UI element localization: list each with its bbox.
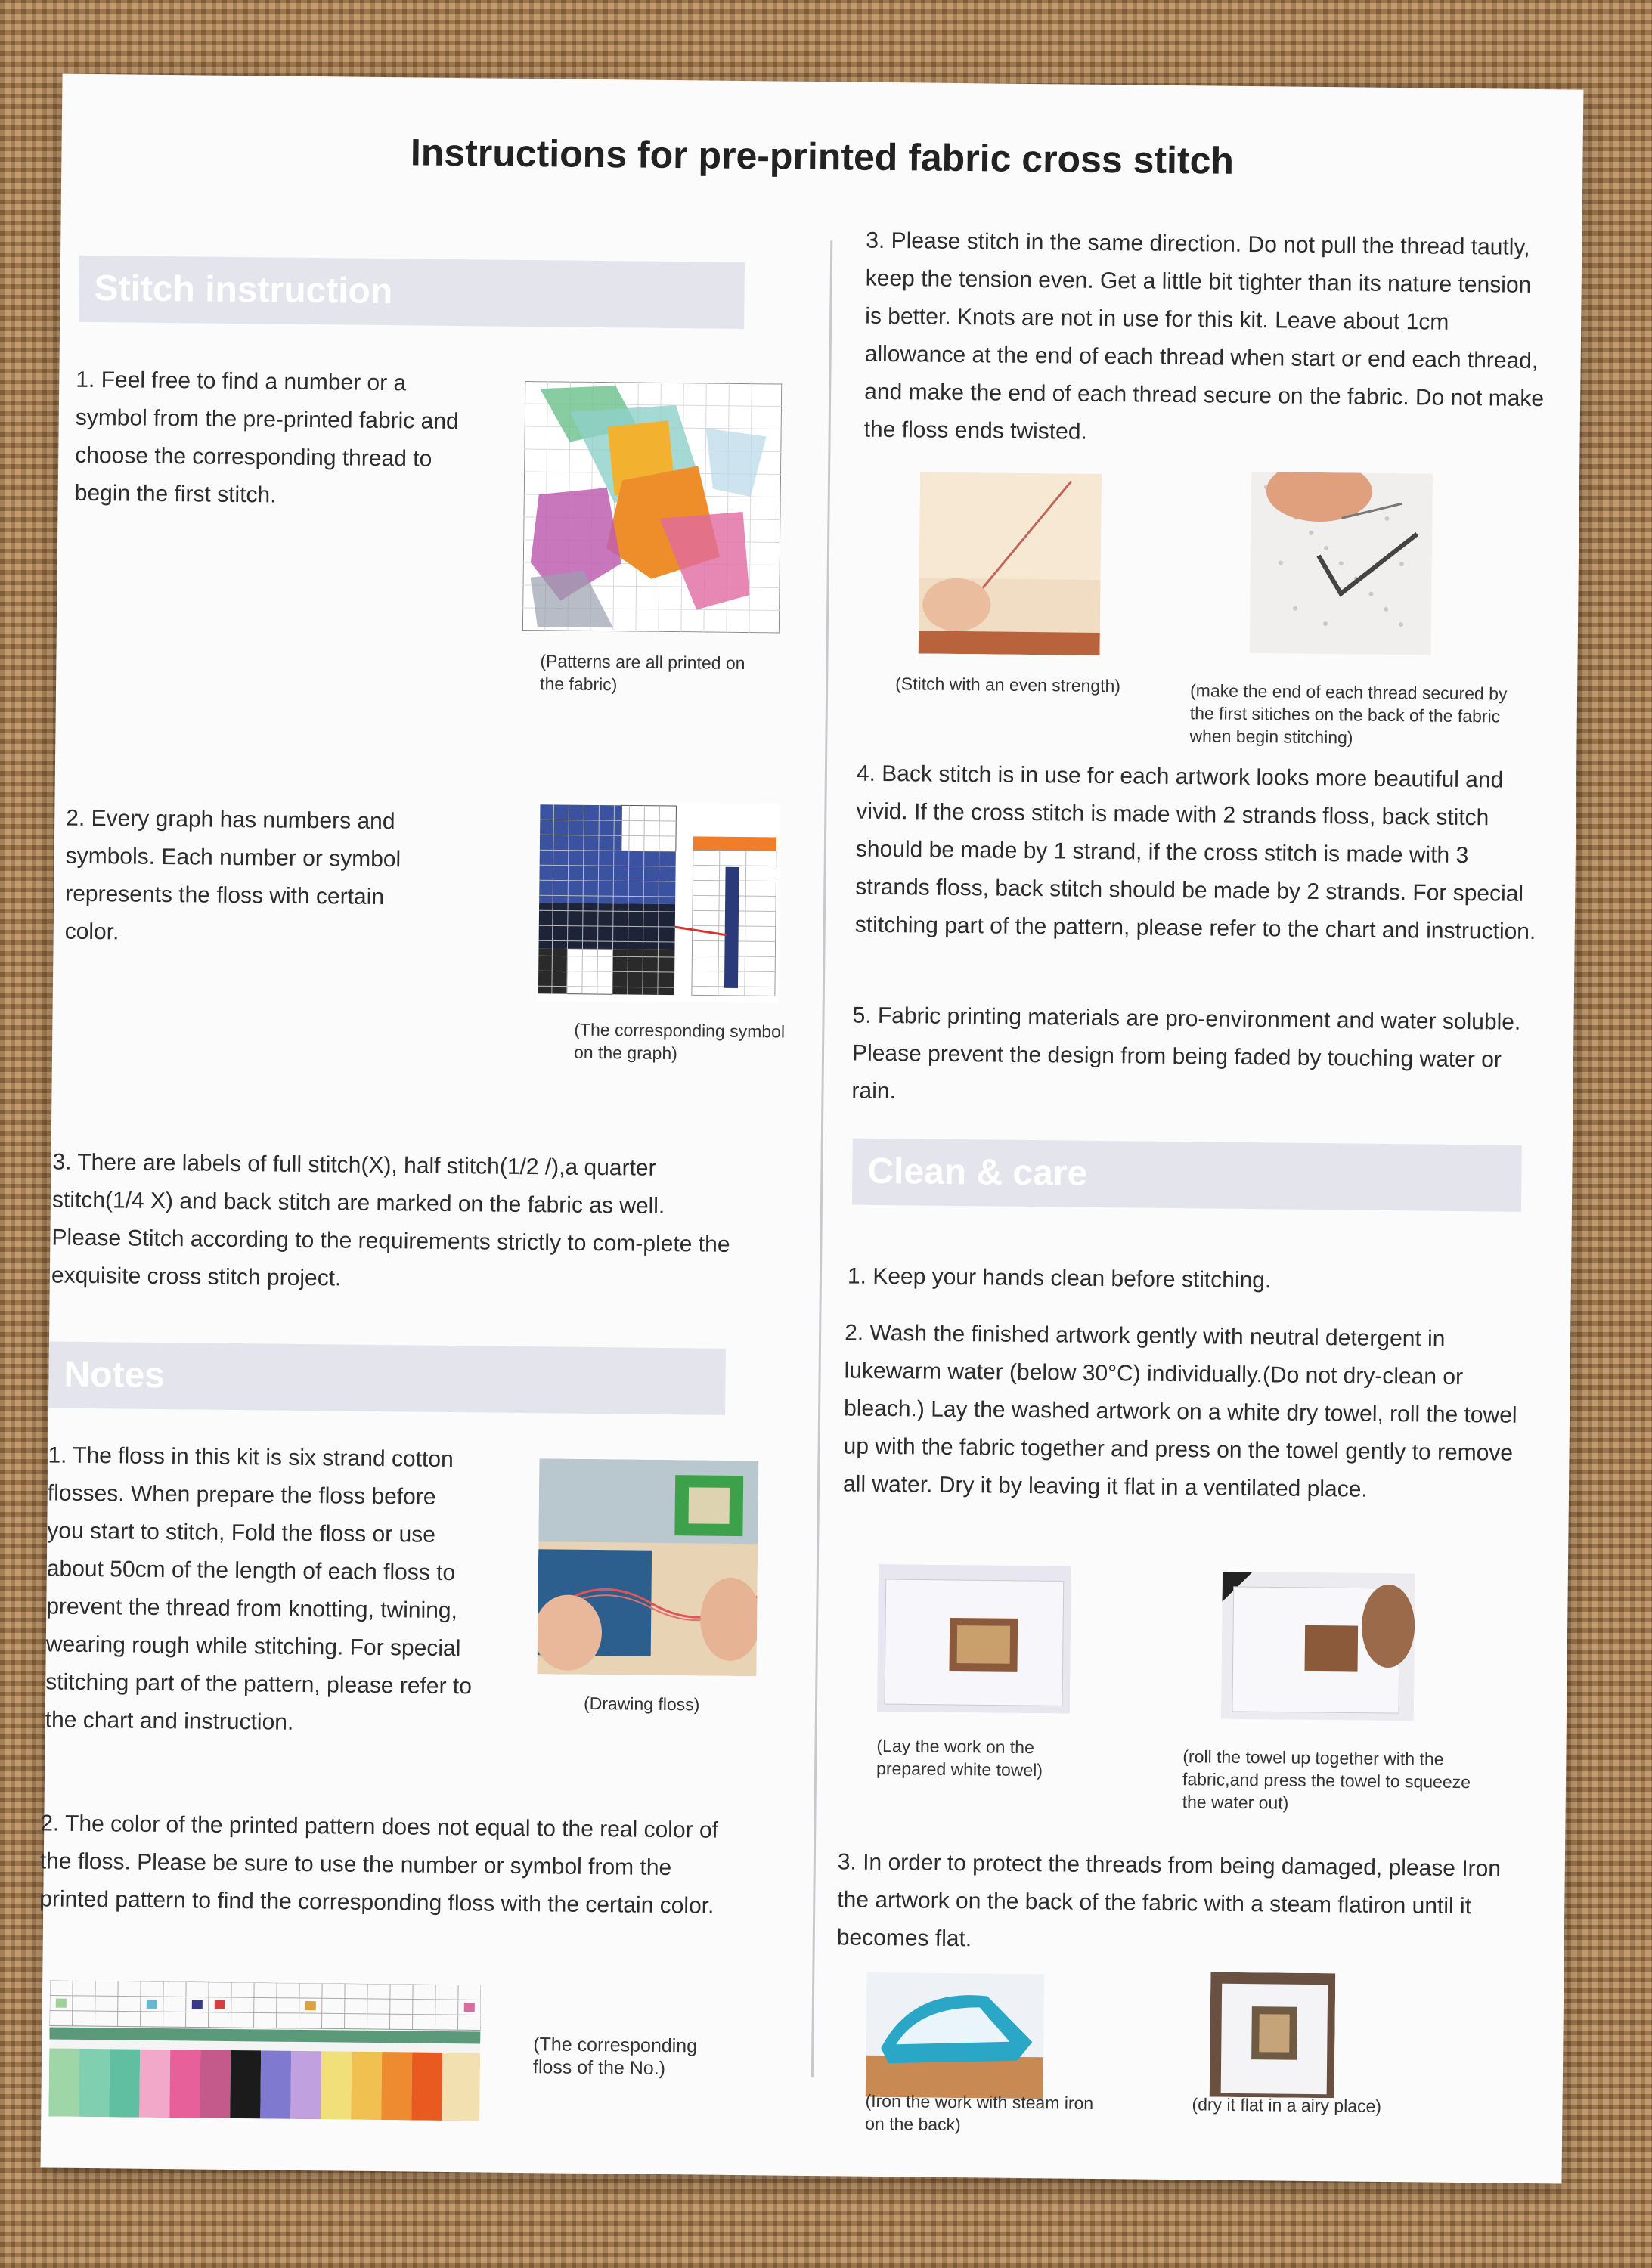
even-strength-photo (919, 472, 1102, 655)
iron-work-photo (866, 1972, 1045, 2099)
stitch-step-3: 3. There are labels of full stitch(X), half stitch(1/2 /),a quarter stitch(1/4 X) and back stitch are marked on the fabric as well. Please Stitch according to the requirements strictly to com-plete the exquisite cross stitch project. (51, 1149, 730, 1291)
symbol-graph-image (537, 801, 781, 1003)
caption-iron-work: (Iron the work with steam iron on the back) (865, 2090, 1094, 2135)
roll-towel-photo (1221, 1572, 1415, 1721)
lay-on-towel-photo (877, 1564, 1071, 1714)
stitch-step-2: 2. Every graph has numbers and symbols. Each number or symbol represents the floss with certain color. (64, 805, 401, 945)
section-heading-notes: Notes (48, 1341, 726, 1414)
drawing-floss-photo (537, 1458, 758, 1676)
caption-dry-flat: (dry it flat in a airy place) (1192, 2094, 1382, 2116)
instruction-sheet (41, 74, 1584, 2184)
care-step-1: 1. Keep your hands clean before stitching. (847, 1263, 1272, 1294)
floss-numbers-photo (48, 1981, 481, 2121)
thread-end-secured-photo (1250, 472, 1433, 655)
caption-floss-no: (The corresponding floss of the No.) (532, 2034, 698, 2080)
notes-step-1: 1. The floss in this kit is six strand cotton flosses. When prepare the floss before you start to stitch, Fold the floss or use about 50cm of the length of each floss to prevent the thread from knotting, twining, wearing rough while stitching. For special stitching part of the pattern, please refer to the chart and instruction. (45, 1442, 473, 1735)
dry-flat-photo (1210, 1972, 1336, 2099)
stitch-step-4: 4. Back stitch is in use for each artwork looks more beautiful and vivid. If the cross stitch is made with 2 strands floss, back stitch should be made by 1 strand, if the cross stitch is made with 3 strands floss, back stitch should be made by 2 strands. For special stitching part of the pattern, please refer to the chart and instruction. (854, 761, 1536, 945)
care-step-3: 3. In order to protect the threads from being damaged, please Iron the artwork on the back of the fabric with a steam flatiron until it becomes flat. (836, 1849, 1502, 1952)
caption-roll-towel: (roll the towel up together with the fabric,and press the towel to squeeze the water out) (1182, 1746, 1471, 1813)
care-step-2: 2. Wash the finished artwork gently with neutral detergent in lukewarm water (below 30°C) individually.(Do not dry-clean or bleach.) Lay the washed artwork on a white dry towel, roll the towel up with the fabric together and press on the towel gently to remove all water. Dry it by leaving it flat in a ventilated place. (842, 1320, 1517, 1502)
stitch-step-5: 5. Fabric printing materials are pro-environment and water soluble. Please prevent the design from being faded by touching water or rain. (851, 1002, 1521, 1105)
notes-step-2: 2. The color of the printed pattern does not equal to the real color of the floss. Please be sure to use the number or symbol from the printed pattern to find the corresponding floss with the certain color. (39, 1811, 719, 1919)
stitch-step-3-right: 3. Please stitch in the same direction. Do not pull the thread tautly, keep the tension even. Get a little bit tighter than its nature tension is better. Knots are not in use for this kit. Leave about 1cm allowance at the end of each thread when start or end each thread, and make the end of each thread secure on the fabric. Do not make the floss ends twisted. (863, 228, 1545, 445)
pattern-printed-fabric-image (522, 381, 782, 634)
column-divider (811, 240, 832, 2077)
section-heading-stitch: Stitch instruction (79, 256, 745, 329)
caption-patterns-printed: (Patterns are all printed on the fabric) (540, 651, 745, 695)
caption-even-strength: (Stitch with an even strength) (895, 674, 1121, 696)
caption-drawing-floss: (Drawing floss) (583, 1693, 700, 1715)
stitch-step-1: 1. Feel free to find a number or a symbol from the pre-printed fabric and choose the corresponding thread to begin the first stitch. (74, 367, 459, 508)
page-title: Instructions for pre-printed fabric cross stitch (410, 131, 1235, 182)
caption-lay-on-towel: (Lay the work on the prepared white towel) (876, 1735, 1043, 1780)
caption-corresponding-symbol: (The corresponding symbol on the graph) (573, 1019, 786, 1064)
caption-thread-end-secured: (make the end of each thread secured by the first sitiches on the back of the fabric when begin stitching) (1189, 680, 1508, 748)
section-heading-clean-care: Clean & care (852, 1139, 1522, 1212)
